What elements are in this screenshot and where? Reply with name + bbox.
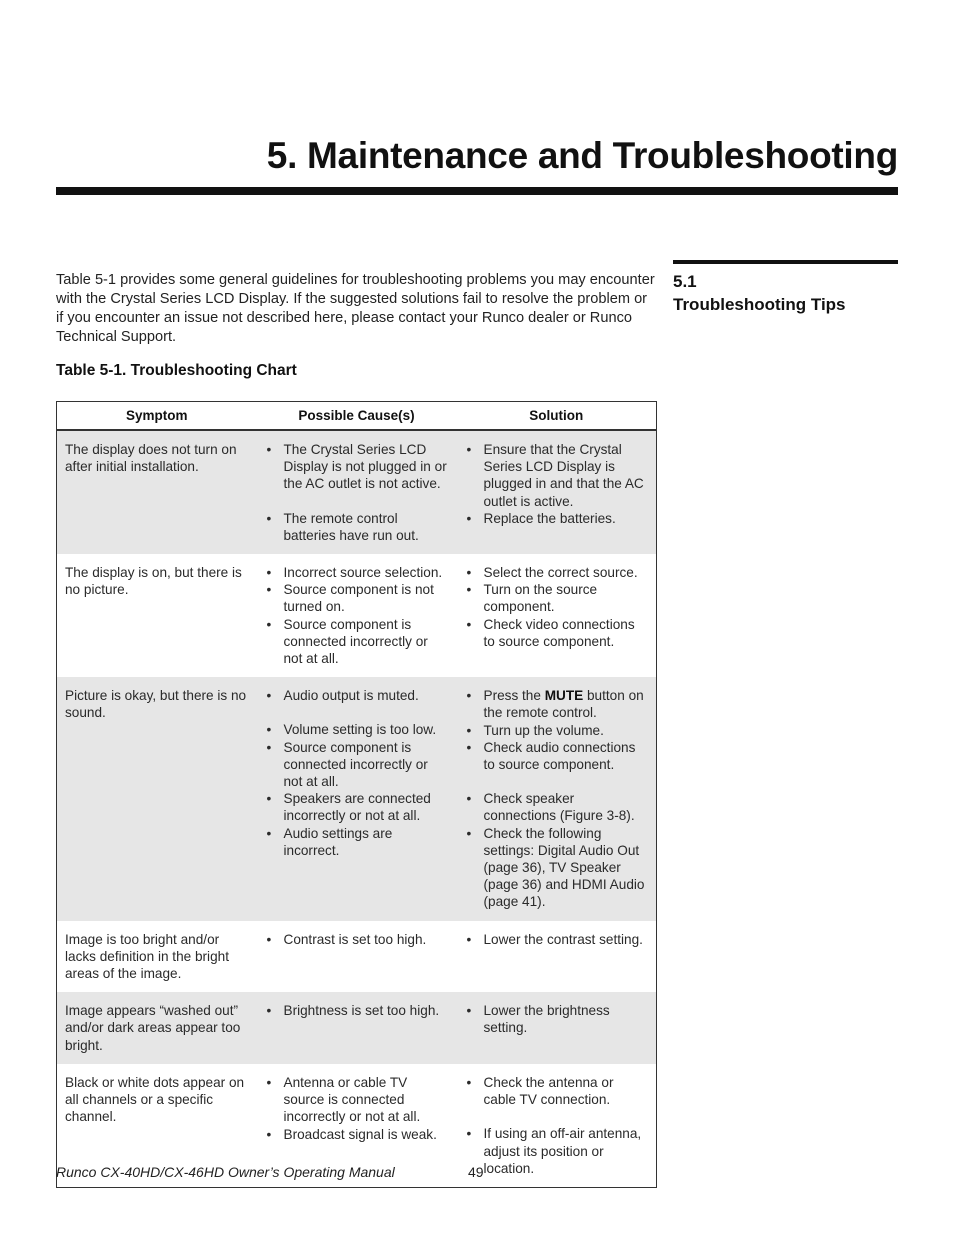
symptom-cell: Image appears “washed out” and/or dark areas appear too bright. [57,992,257,1064]
list-item: • Incorrect source selection. [265,564,449,581]
list-item: • Select the correct source. [465,564,649,581]
list-item: • Source component is connected incorrectly or not at all. [265,739,449,791]
list-item: • Antenna or cable TV source is connected incorrectly or not at all. [265,1074,449,1126]
list-item: • Replace the batteries. [465,510,649,527]
causes-list [265,564,449,667]
mute-text-after: button on the remote control. [483,688,644,721]
section-heading [673,270,898,316]
footer-manual-title: Runco CX-40HD/CX-46HD Owner’s Operating Manual [56,1164,395,1180]
causes-list [265,687,449,859]
causes-list [265,441,449,544]
list-item: • Source component is not turned on. [265,581,449,615]
list-item: • The Crystal Series LCD Display is not plugged in or the AC outlet is not active. [265,441,449,493]
causes-cell [257,677,457,920]
list-item: • Source component is connected incorrectly or not at all. [265,616,449,668]
list-item: • Check audio connections to source component. [465,739,649,773]
list-item: • Broadcast signal is weak. [265,1126,449,1143]
symptom-cell: Black or white dots appear on all channels or a specific channel. [65,1074,245,1125]
list-item: • Ensure that the Crystal Series LCD Display is plugged in and that the AC outlet is active. [465,441,649,510]
mute-keyword: MUTE [544,688,584,704]
section-rule [673,260,898,264]
table-row [57,554,657,677]
list-item: • Check the antenna or cable TV connection. [465,1074,649,1108]
section-number: 5.1 [673,272,697,291]
list-item: • Check the following settings: Digital Audio Out (page 36), TV Speaker (page 36) and HDMI Audio (page 41). [465,825,649,911]
solutions-list [465,687,649,910]
causes-list [265,1002,449,1019]
solutions-list [465,441,649,527]
causes-cell [257,921,457,993]
solutions-list [465,1002,649,1036]
section-title: Troubleshooting Tips [673,295,846,314]
table-row [57,992,657,1064]
chapter-rule [56,187,898,195]
solutions-cell [457,921,657,993]
solutions-cell [457,1064,657,1188]
list-item: • Speakers are connected incorrectly or not at all. [265,790,449,824]
list-item: • Lower the brightness setting. [465,1002,649,1036]
table-header-row [57,402,657,431]
table-row [57,677,657,920]
list-item: • Turn on the source component. [465,581,649,615]
causes-cell [257,554,457,677]
symptom-cell: The display is on, but there is no picture. [65,565,242,598]
solutions-list [465,1074,649,1177]
list-item: • Turn up the volume. [465,722,649,739]
header-solution: Solution [457,402,657,431]
list-item: • Audio settings are incorrect. [265,825,449,859]
solutions-list [465,931,649,948]
header-possible-causes: Possible Cause(s) [257,402,457,431]
troubleshooting-table [56,401,657,1188]
intro-paragraph: Table 5-1 provides some general guidelines for troubleshooting problems you may encounter with the Crystal Series LCD Display. If the suggested solutions fail to resolve the problem or if you encounter an issue not described here, please contact your Runco dealer or Runco Technical Support. [56,272,655,345]
solutions-cell [457,677,657,920]
table-row [57,430,657,554]
list-item: • Audio output is muted. [265,687,449,704]
list-item: • If using an off-air antenna, adjust its position or location. [465,1125,649,1177]
causes-list [265,1074,449,1143]
causes-list [265,931,449,948]
footer-page-number: 49 [468,1164,484,1180]
solutions-cell [457,430,657,554]
causes-cell [257,992,457,1064]
list-item: • Check video connections to source component. [465,616,649,650]
table-caption: Table 5-1. Troubleshooting Chart [56,362,297,379]
table-row [57,921,657,993]
list-item: • The remote control batteries have run out. [265,510,449,544]
list-item: • Volume setting is too low. [265,721,449,738]
list-item [465,687,649,721]
solutions-cell [457,554,657,677]
list-item: • Lower the contrast setting. [465,931,649,948]
list-item: • Brightness is set too high. [265,1002,449,1019]
solutions-list [465,564,649,650]
solutions-cell [457,992,657,1064]
header-symptom: Symptom [57,402,257,431]
list-item: • Check speaker connections (Figure 3-8). [465,790,649,824]
mute-text-before: Press the [483,688,545,704]
symptom-cell: Image is too bright and/or lacks definition in the bright areas of the image. [65,931,229,982]
symptom-cell: The display does not turn on after initial installation. [57,430,257,554]
chapter-title: 5. Maintenance and Troubleshooting [266,135,898,176]
causes-cell [257,430,457,554]
symptom-cell: Picture is okay, but there is no sound. [57,677,257,920]
list-item: • Contrast is set too high. [265,931,449,948]
